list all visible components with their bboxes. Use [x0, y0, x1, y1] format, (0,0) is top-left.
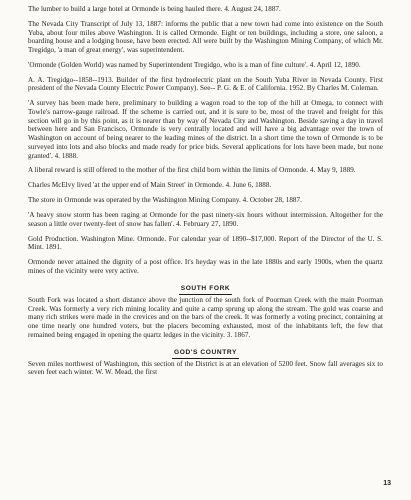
paragraph-south-fork: South Fork was located a short distance above the junction of the south fork of Poorman Creek with the main Poorman Creek. Was formerly a very rich mining locality and quite a camp sprung up along the stream. The gold was coarse and many rich strikes were made in the crevices and on the bars of the creek. It was formerly a voting precinct, containing at one time nearly one hundred voters, but the placers becoming exhausted, most of the inhabitants left, the few that remained being engaged in opening the quartz ledges in the vicinity. 3. 1867. [28, 295, 383, 339]
section-heading-wrap-south-fork [28, 277, 383, 295]
paragraph-snow-storm: 'A heavy snow storm has been raging at Ormonde for the past ninety-six hours without intermission. Altogether for the season a little over twenty-feet of snow has fallen'. 4. February 27, 1890. [28, 211, 383, 228]
paragraph-reward: A liberal reward is still offered to the mother of the first child born within the limits of Ormonde. 4. May 9, 1889. [28, 166, 356, 175]
paragraph-mcelvy: Charles McElvy lived 'at the upper end of Main Street' in Ormonde. 4. June 6, 1888. [28, 181, 272, 190]
paragraph-gold-production: Gold Production. Washington Mine. Ormonde. For calendar year of 1890--$17,000. Report of the Director of the U. S. Mint. 1891. [28, 234, 383, 252]
paragraph-tregidgo: A. A. Tregidgo--1858--1913. Builder of the first hydroelectric plant on the South Yuba River in Nevada County. First president of the Nevada County Electric Power Company). See-- P. G. & E. of California. 1952. By Charles M. Coleman. [28, 75, 383, 93]
paragraph-golden-world: 'Ormonde (Golden World) was named by Superintendent Tregidgo, who is a man of fine culture'. 4. April 12, 1890. [28, 60, 361, 69]
paragraph-gods-country: Seven miles northwest of Washington, this section of the District is at an elevation of 5200 feet. Snow fall averages six to seven feet each winter. W. W. Mead, the first [28, 359, 383, 377]
page-number: 13 [383, 480, 391, 487]
section-heading-wrap-gods-country [28, 341, 383, 359]
paragraph-hotel-lumber: The lumber to build a large hotel at Ormonde is being hauled there. 4. August 24, 1887. [28, 5, 281, 13]
paragraph-survey-wagon-road: 'A survey has been made here, preliminary to building a wagon road to the top of the hill at Omega, to connect with Towle's narrow-gauge railroad. If the scheme is carried out, and it is sure to be, most of the travel and freight for this section will go in by this point, as it is nearer than by way of Nevada City and Washington. Beside saving a day in travel between here and San Francisco, Ormonde is very centrally located and will have a big advantage over the town of Washington on account of being nearer to the leading mines of the district. In a short time the town of Ormonde is to be surveyed into lots and also blocks and made ready for price bids. Several applications for lots have been made, but none granted'. 4. 1888. [28, 99, 383, 160]
paragraph-post-office: Ormonde never attained the dignity of a post office. It's heyday was in the late 1880s and early 1900s, when the quartz mines of the vicinity were very active. [28, 258, 383, 276]
paragraph-store: The store in Ormonde was operated by the Washington Mining Company. 4. October 28, 1887. [28, 196, 302, 205]
section-heading-south-fork: SOUTH FORK [179, 285, 233, 295]
section-heading-gods-country: GOD'S COUNTRY [172, 349, 239, 359]
paragraph-transcript-new-town: The Nevada City Transcript of July 13, 1887: informs the public that a new town had come into existence on the South Yuba, about four miles above Washington. It is called Ormonde. Eight or ten buildings, including a store, one saloon, a boarding house and a lodging house, have been erected. All were built by the Washington Mining Company, of which Mr. Tregidgo, 'a man of great energy', was superintendent. [28, 19, 383, 54]
